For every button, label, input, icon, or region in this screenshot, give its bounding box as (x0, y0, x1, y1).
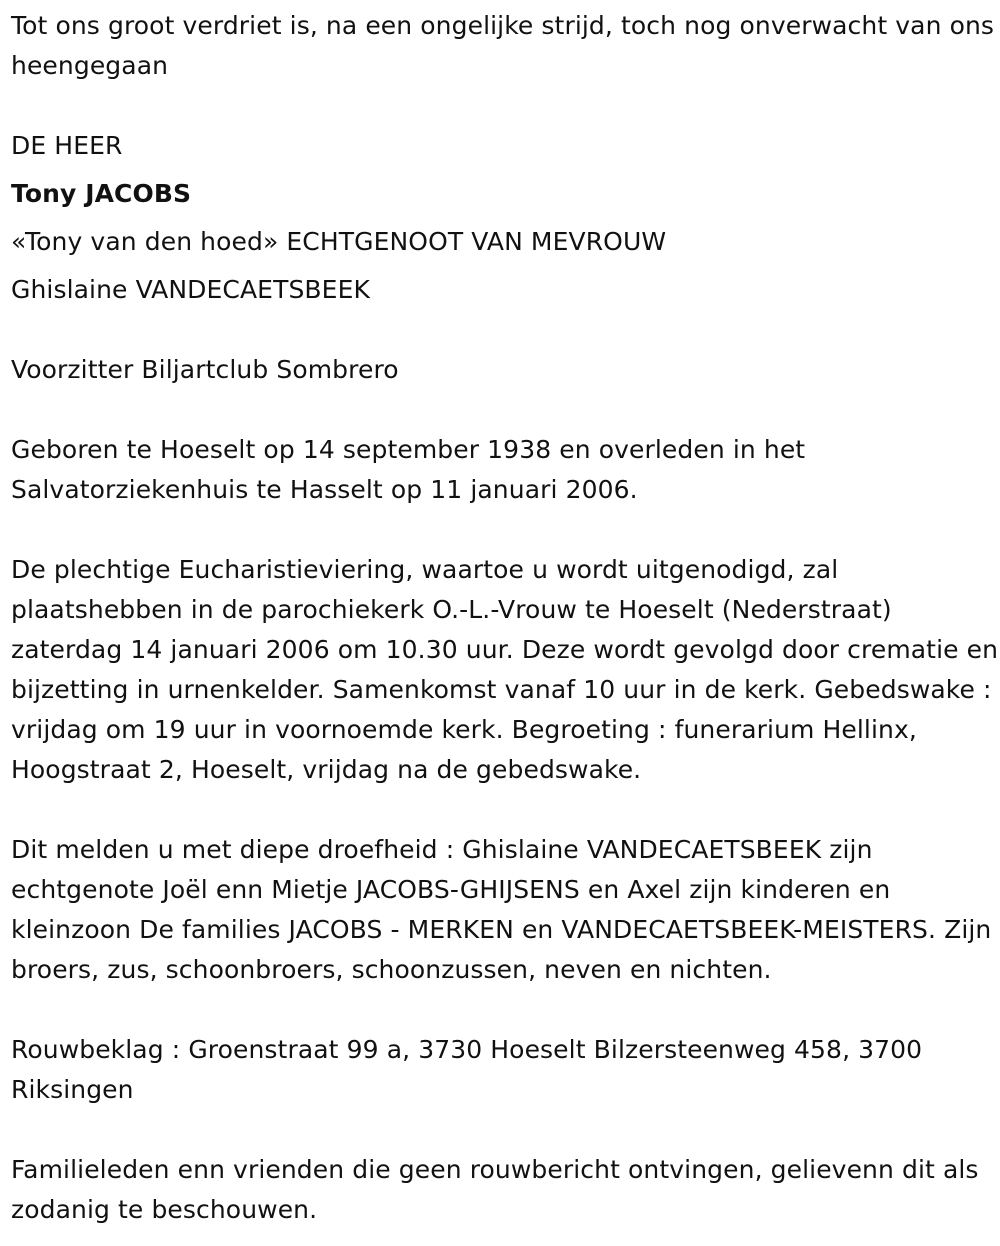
birth-death-text: Geboren te Hoeselt op 14 september 1938 en overleden in het Salvatorziekenhuis te Hasselt op 11 januari 2006. (11, 435, 806, 504)
intro-text: Tot ons groot verdriet is, na een ongelijke strijd, toch nog onverwacht van ons heengegaan (11, 11, 995, 80)
nickname-spouse-line: «Tony van den hoed» ECHTGENOOT VAN MEVROUW (11, 227, 667, 256)
ceremony-text: De plechtige Eucharistieviering, waartoe u wordt uitgenodigd, zal plaatshebben in de parochiekerk O.-L.-Vrouw te Hoeselt (Nederstraat) zaterdag 14 januari 2006 om 10.30 uur. Deze wordt gevolgd door crematie en bijzetting in urnenkelder. Samenkomst vanaf 10 uur in de kerk. Gebedswake : vrijdag om 19 uur in voornoemde kerk. Begroeting : funerarium Hellinx, Hoogstraat 2, Hoeselt, vrijdag na de gebedswake. (11, 555, 999, 784)
announcement-text: Dit melden u met diepe droefheid : Ghislaine VANDECAETSBEEK zijn echtgenote Joël enn Mietje JACOBS-GHIJSENS en Axel zijn kinderen en kleinzoon De families JACOBS - MERKEN en VANDECAETSBEEK-MEISTERS. Zijn broers, zus, schoonbroers, schoonzussen, neven en nichten. (11, 835, 992, 984)
salutation: DE HEER (11, 131, 123, 160)
role-text: Voorzitter Biljartclub Sombrero (11, 355, 399, 384)
spouse-name: Ghislaine VANDECAETSBEEK (11, 275, 370, 304)
condolence-address: Rouwbeklag : Groenstraat 99 a, 3730 Hoeselt Bilzersteenweg 458, 3700 Riksingen (11, 1035, 923, 1104)
deceased-name: Tony JACOBS (11, 179, 192, 208)
closing-text: Familieleden enn vrienden die geen rouwbericht ontvingen, gelievenn dit als zodanig te beschouwen. (11, 1155, 979, 1224)
